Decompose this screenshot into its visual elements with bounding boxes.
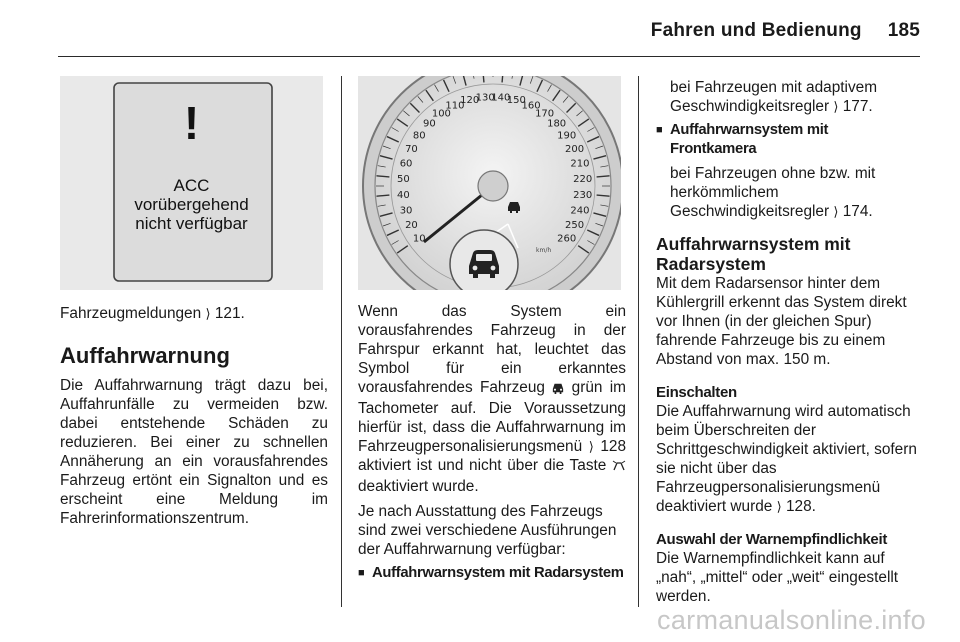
speed-label: 60 [399,158,413,170]
speed-label: 140 [491,92,511,104]
speed-label: 210 [570,158,590,170]
detection-paragraph [358,302,626,496]
speed-label: 200 [565,143,585,155]
cruise-reference-page: 174. [842,203,873,220]
switch-on-text: Die Auffahrwarnung wird automatisch beim Überschreiten der Schrittgeschwindigkeit aktiviert, sofern sie nicht über das Fahrzeugpersonalisierungsmenü deaktiviert wurde [656,403,917,515]
speed-label: 10 [412,233,426,245]
acc-reference-text: bei Fahrzeugen mit adaptivem Geschwindigkeitsregler [670,79,878,115]
speed-unit-label: km/h [536,247,552,254]
speed-label: 80 [412,130,426,142]
needle-hub [478,171,508,201]
page-number: 185 [887,20,920,41]
watermark: carmanualsonline.info [657,605,926,635]
speed-label: 20 [405,220,418,232]
speed-label: 180 [547,118,567,130]
acc-reference-page: 177. [842,98,873,115]
variants-paragraph: Je nach Ausstattung des Fahrzeugs sind zwei verschiedene Ausführungen der Auffahrwarnung verfügbar: [358,503,617,558]
bullet-camera [656,121,922,159]
acc-message-figure [60,76,323,290]
page-ref-icon: ⟩ [833,204,839,219]
speedometer-graphic [358,76,621,290]
cruise-reference-paragraph [656,164,922,221]
speed-label: 260 [557,233,577,245]
detection-text-2: grün im Tachometer auf. Die Voraussetzung hierfür ist, dass die Auffahrwarnung im Fahrzeugpersonalisierungsmenü [358,379,626,455]
speed-label: 160 [521,100,541,112]
bullet-camera-label: Auffahrwarnsystem mit Frontkamera [670,122,829,157]
bullet-mark: ■ [656,124,663,136]
sensitivity-heading: Auswahl der Warnempfindlichkeit [656,531,888,548]
detection-text-4: deaktiviert wurde. [358,478,479,495]
column-2 [358,302,626,583]
speed-label: 110 [445,100,465,112]
intro-paragraph: Die Auffahrwarnung trägt dazu bei, Auffahrunfälle zu vermeiden bzw. dabei entstehende Schäden zu reduzieren. Bei einer zu schnellen Annäherung an ein vorausfahrendes Fahrzeug ertönt ein Signalton und es erscheint eine Meldung im Fahrerinformationszentrum. [60,377,328,527]
speed-label: 150 [506,95,526,107]
speed-label: 70 [405,143,418,155]
vehicle-ahead-icon [552,380,564,399]
speedometer-figure [358,76,621,290]
column-divider-2 [638,76,639,607]
page-header [651,20,920,42]
speed-label: 170 [535,108,555,120]
vehicle-ahead-icon-large [469,250,499,278]
speed-label: 50 [396,174,410,186]
page-ref-icon: ⟩ [776,499,782,514]
acc-message-text [60,176,323,233]
speed-label: 120 [460,95,480,107]
acc-reference-paragraph [656,78,922,116]
header-title: Fahren und Bedienung [650,20,862,41]
bullet-mark: ■ [358,567,365,579]
speed-label: 220 [573,174,593,186]
acc-line-2: vorübergehend [134,195,249,214]
detection-text-3: 128 aktiviert ist und nicht über die Taste [358,438,627,474]
speed-label: 190 [557,130,577,142]
sensitivity-paragraph: Die Warnempfindlichkeit kann auf „nah“, „mittel“ oder „weit“ eingestellt werden. [656,550,899,605]
section-heading: Auffahrwarnung [60,343,230,368]
bullet-radar [358,564,626,583]
speed-label: 130 [475,92,495,104]
speed-label: 230 [573,189,593,201]
detection-text-1: Wenn das System ein vorausfahrendes Fahrzeug in der Fahrspur erkannt hat, leuchtet das Symbol für ein erkanntes vorausfahrendes Fahrzeug [358,303,626,396]
speed-label: 240 [570,205,590,217]
speed-label: 100 [431,108,451,120]
collision-alert-button-icon [612,458,626,477]
cross-reference [60,304,328,323]
acc-line-1: ACC [173,176,210,195]
column-3 [656,78,922,606]
switch-on-page: 128. [785,498,816,515]
bullet-radar-label: Auffahrwarnsystem mit Radarsystem [372,565,624,581]
ref-prefix: Fahrzeugmeldungen [60,305,202,322]
speed-label: 30 [399,205,413,217]
acc-line-3: nicht verfügbar [135,214,248,233]
speed-label: 40 [396,189,410,201]
exclamation-icon: ! [183,97,200,149]
page-ref-icon: ⟩ [205,306,211,321]
radar-paragraph: Mit dem Radarsensor hinter dem Kühlergrill erkennt das System direkt vor Ihnen (in der gleichen Spur) fahrende Fahrzeuge bis zu einem Abstand von max. 150 m. [656,275,907,368]
column-1 [60,304,328,528]
page-ref-icon: ⟩ [833,99,839,114]
column-divider-1 [341,76,342,607]
switch-on-heading: Einschalten [656,384,737,401]
radar-heading: Auffahrwarnsystem mit Radarsystem [656,234,851,274]
speed-label: 250 [565,220,585,232]
speed-label: 90 [422,118,436,130]
header-rule [58,56,920,57]
switch-on-paragraph [656,402,922,516]
cruise-reference-text: bei Fahrzeugen ohne bzw. mit herkömmlichem Geschwindigkeitsregler [670,165,876,220]
page-ref-icon: ⟩ [588,439,594,454]
ref-page: 121. [214,305,245,322]
